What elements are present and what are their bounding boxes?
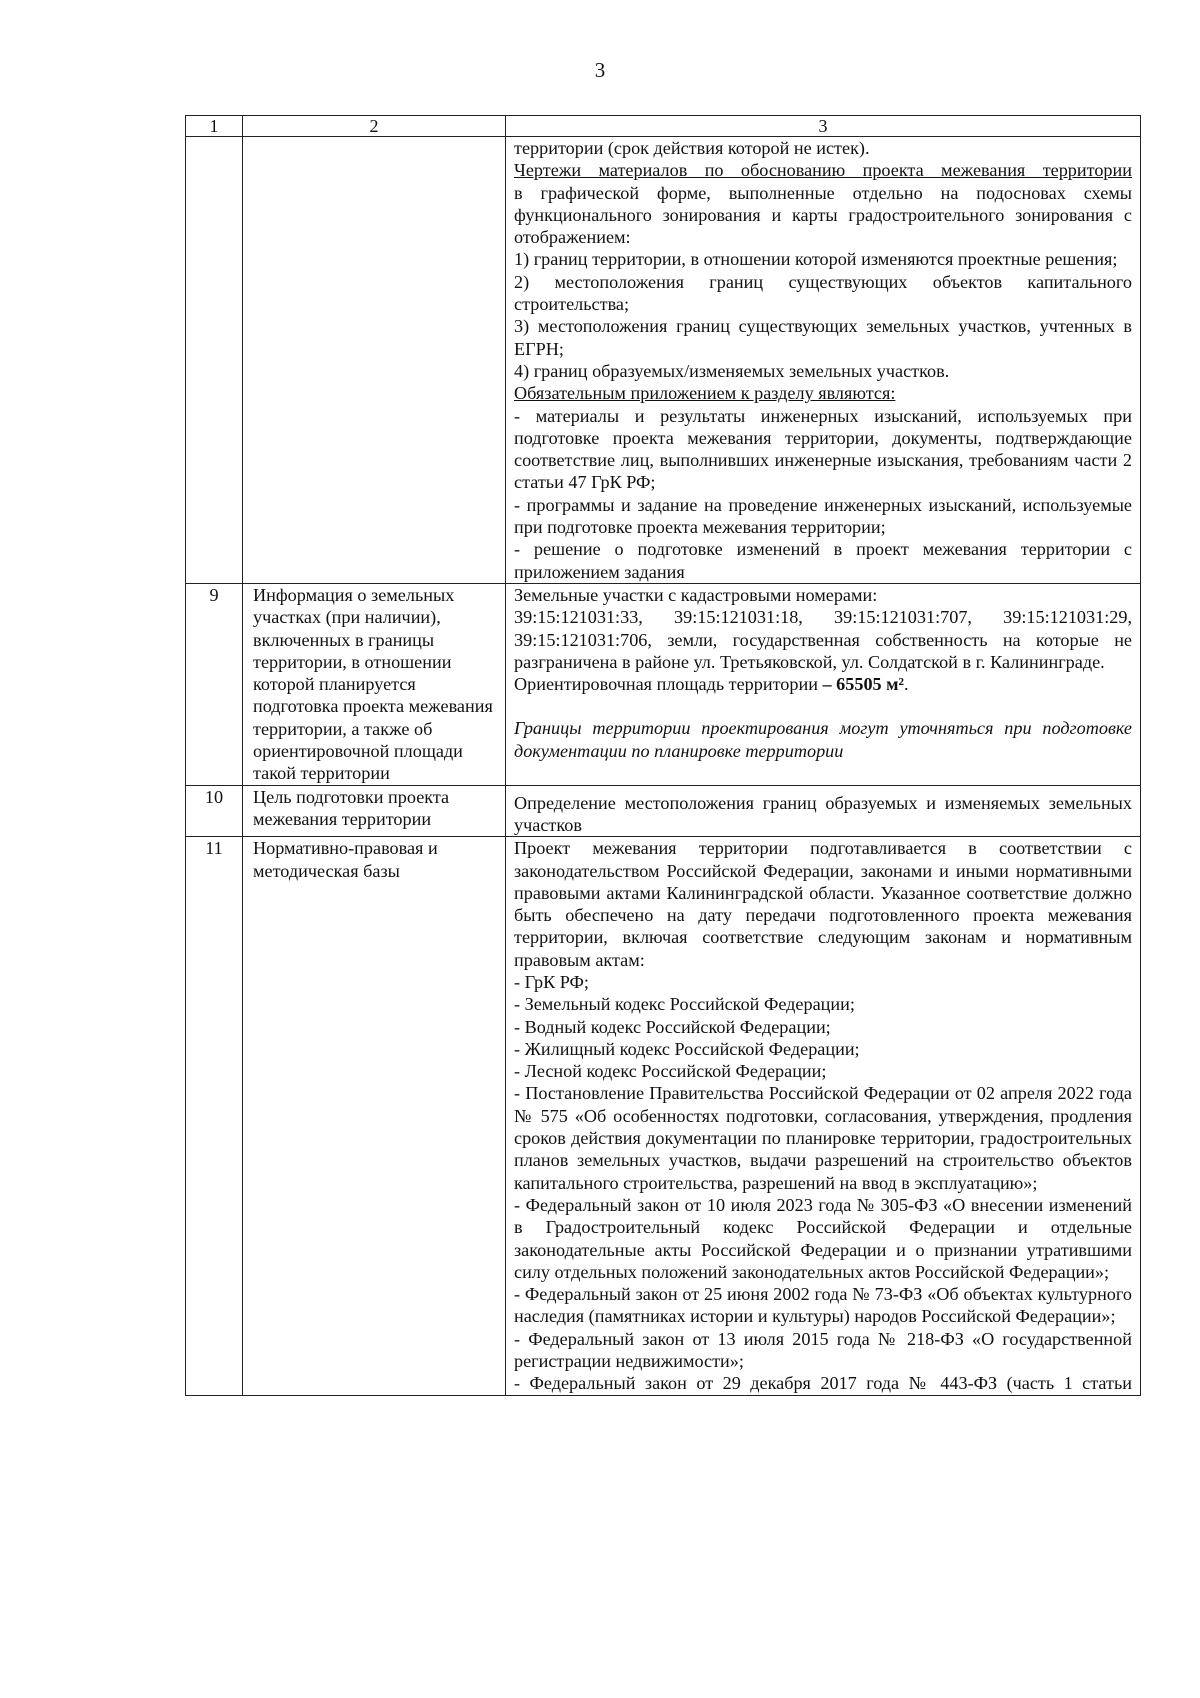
header-col-1: 1 [186, 116, 243, 137]
list-item: - программы и задание на проведение инженерных изысканий, используемые при подготовке проекта межевания территории; [514, 494, 1132, 538]
list-item: - Федеральный закон от 13 июля 2015 года № 218-ФЗ «О государственной регистрации недвижимости»; [514, 1328, 1132, 1372]
row-name: Информация о земельных участках (при наличии), включенных в границы территории, в отношении которой планируется подготовка проекта межевания территории, а также об ориентировочной площади такой территории [243, 583, 506, 785]
row-name: Нормативно-правовая и методическая базы [243, 837, 506, 1395]
list-item: 3) местоположения границ существующих земельных участков, учтенных в ЕГРН; [514, 316, 1132, 359]
table-row-10 [186, 785, 1141, 837]
section-heading: Обязательным приложением к разделу являются: [514, 383, 896, 404]
area-suffix: . [904, 674, 909, 695]
list-item: - Водный кодекс Российской Федерации; [514, 1016, 831, 1037]
list-item: - Федеральный закон от 10 июля 2023 года № 305-ФЗ «О внесении изменений в Градостроительный кодекс Российской Федерации и отдельные законодательные акты Российской Федерации и о признании утратившими силу отдельных положений законодательных актов Российской Федерации»; [514, 1194, 1132, 1282]
area-prefix: Ориентировочная площадь территории [514, 674, 823, 695]
list-item: - материалы и результаты инженерных изысканий, используемых при подготовке проекта межевания территории, документы, подтверждающие соответствие лиц, выполнивших инженерные изыскания, требованиям части 2 статьи 47 ГрК РФ; [514, 405, 1132, 493]
page-number: 3 [594, 58, 606, 82]
boundary-note: Границы территории проектирования могут уточняться при подготовке документации по планировке территории [514, 718, 1132, 761]
header-col-2: 2 [243, 116, 506, 137]
content-line: в графической форме, выполненные отдельно на подосновах схемы функционального зонирования и карты градостроительного зонирования с отображением: [514, 182, 1132, 248]
header-col-3: 3 [506, 116, 1141, 137]
section-heading: Чертежи материалов по обоснованию проекта межевания территории [514, 160, 1132, 181]
table-row-11 [186, 837, 1141, 1395]
row-number: 9 [186, 583, 243, 785]
row-content [506, 837, 1141, 1395]
list-item: - Жилищный кодекс Российской Федерации; [514, 1038, 860, 1059]
table-row-continuation [186, 137, 1141, 584]
row-number-cell [186, 137, 243, 584]
list-item: - решение о подготовке изменений в проект межевания территории с приложением задания [514, 539, 1132, 582]
list-item: 4) границ образуемых/изменяемых земельных участков. [514, 360, 950, 381]
content-line: территории (срок действия которой не истек). [514, 138, 870, 158]
list-item: - Лесной кодекс Российской Федерации; [514, 1061, 827, 1082]
content-line: Земельные участки с кадастровыми номерами: [514, 584, 878, 605]
table-row-9 [186, 583, 1141, 785]
list-item: - Постановление Правительства Российской Федерации от 02 апреля 2022 года № 575 «Об особенностях подготовки, согласования, утверждения, продления сроков действия документации по планировке территории, градостроительных планов земельных участков, выдачи разрешений на строительство объектов капитального строительства, разрешений на ввод в эксплуатацию»; [514, 1083, 1132, 1193]
area-value: – 65505 м² [822, 674, 905, 695]
area-line [514, 673, 1132, 695]
row-name-cell [243, 137, 506, 584]
list-item: 2) местоположения границ существующих объектов капитального строительства; [514, 271, 1132, 315]
list-item: - Федеральный закон от 25 июня 2002 года № 73-ФЗ «Об объектах культурного наследия (памятниках истории и культуры) народов Российской Федерации»; [514, 1284, 1132, 1327]
cadastral-numbers: 39:15:121031:33, 39:15:121031:18, 39:15:121031:707, 39:15:121031:29, 39:15:121031:706, земли, государственная собственность на которые не разграничена в районе ул. Третьяковской, ул. Солдатской в г. Калининграде. [514, 607, 1132, 672]
row-content-cell [506, 137, 1141, 584]
row-number: 11 [186, 837, 243, 1395]
row-content [506, 583, 1141, 785]
requirements-table [185, 115, 1141, 1396]
row-number: 10 [186, 785, 243, 837]
row-content: Определение местоположения границ образуемых и изменяемых земельных участков [506, 785, 1141, 837]
list-item: - Федеральный закон от 29 декабря 2017 года № 443-ФЗ (часть 1 статьи [514, 1373, 1132, 1394]
content-line: Проект межевания территории подготавливается в соответствии с законодательством Российской Федерации, законами и иными нормативными правовыми актами Калининградской области. Указанное соответствие должно быть обеспечено на дату передачи подготовленного проекта межевания территории, включая соответствие следующим законам и нормативным правовым актам: [514, 838, 1132, 970]
list-item: 1) границ территории, в отношении которой изменяются проектные решения; [514, 249, 1118, 270]
list-item: - ГрК РФ; [514, 971, 589, 992]
row-name: Цель подготовки проекта межевания территории [243, 785, 506, 837]
list-item: - Земельный кодекс Российской Федерации; [514, 994, 855, 1015]
table-header-row [186, 116, 1141, 137]
spacer [514, 695, 1132, 717]
